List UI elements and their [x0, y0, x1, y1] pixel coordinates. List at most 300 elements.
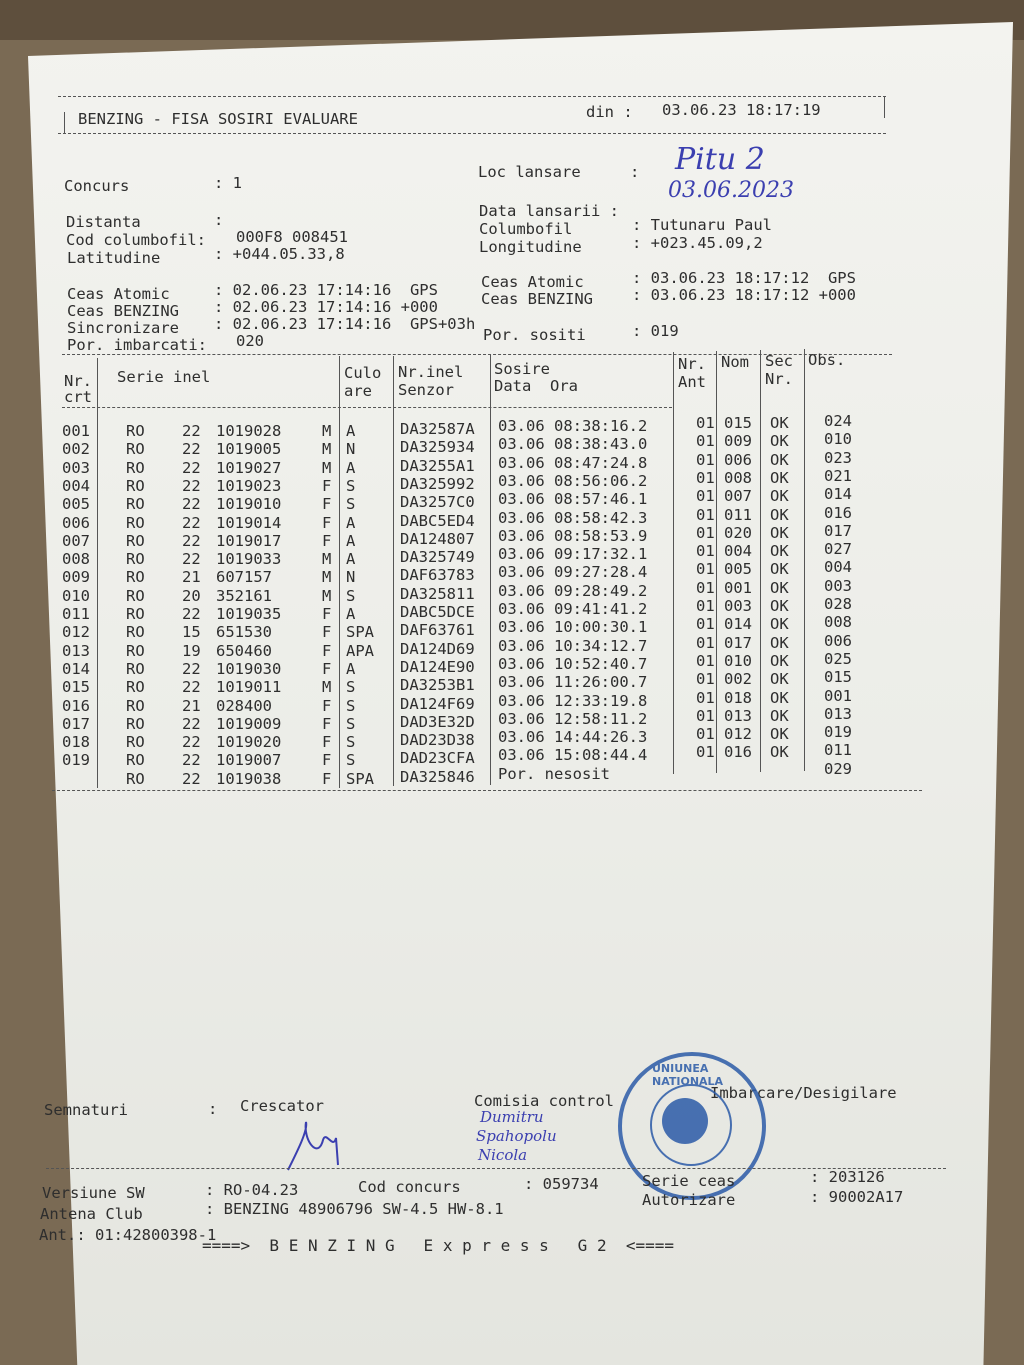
cell-sec: OK [770, 450, 789, 469]
cell-culoare: S [346, 696, 356, 715]
cell-inel: 1019033 [216, 550, 282, 569]
cell-obs: 003 [824, 576, 852, 595]
document-title: BENZING - FISA SOSIRI EVALUARE [78, 110, 358, 128]
cell-tara: RO [126, 678, 145, 697]
cell-nr: 012 [62, 623, 90, 642]
cell-nom: 005 [724, 560, 752, 579]
cell-nom: 002 [724, 670, 752, 689]
cell-nom: 016 [724, 743, 752, 762]
cell-nom: 007 [724, 487, 752, 506]
cell-nom: 012 [724, 725, 752, 744]
cell-inel: 1019011 [216, 678, 282, 697]
cell-ant: 01 [696, 560, 715, 579]
th-sosire-1: Sosire [494, 360, 550, 378]
loc-lansare-handwritten: Pitu 2 [675, 142, 765, 177]
cell-inel: 1019035 [216, 605, 282, 623]
cell-nr: 007 [62, 531, 90, 550]
cell-an: 19 [182, 641, 201, 660]
header-top-border [58, 96, 886, 97]
cell-sec: OK [770, 414, 789, 432]
cell-inel: 1019010 [216, 495, 282, 514]
cell-an: 22 [182, 476, 201, 495]
cell-inel: 650460 [216, 641, 272, 660]
cell-nom: 014 [724, 615, 752, 634]
columbofil-label: Columbofil [479, 220, 573, 238]
cell-sosire: 03.06 08:57:46.1 [498, 490, 648, 509]
cell-sosire: 03.06 08:38:16.2 [498, 417, 648, 435]
cell-senzor: DAF63783 [400, 566, 475, 585]
th-obs: Obs. [808, 351, 846, 369]
cell-sec: OK [770, 578, 789, 597]
cell-senzor: DA3257C0 [400, 493, 475, 512]
cell-inel: 1019017 [216, 531, 282, 550]
th-nr-inel-2: Senzor [398, 381, 454, 399]
cell-nom: 001 [724, 578, 752, 597]
cell-nom: 011 [724, 505, 752, 524]
cell-culoare: A [346, 422, 356, 440]
longitudine-label: Longitudine [479, 238, 582, 256]
cell-nr: 001 [62, 422, 90, 440]
cell-sosire: 03.06 12:58:11.2 [498, 709, 648, 728]
versiune-label: Versiune SW [42, 1184, 145, 1202]
cell-sex: F [322, 769, 332, 788]
sincronizare-value: : 02.06.23 17:14:16 GPS+03h [214, 315, 476, 333]
cell-ant: 01 [696, 505, 715, 524]
cell-tara: RO [126, 440, 145, 459]
semnaturi-colon: : [208, 1100, 218, 1118]
cell-ant: 01 [696, 487, 715, 506]
cell-senzor: DA124E90 [400, 657, 475, 676]
cell-senzor: DA325749 [400, 548, 475, 567]
cell-nr: 005 [62, 495, 90, 514]
cell-tara: RO [126, 422, 145, 440]
cell-ant: 01 [696, 450, 715, 469]
cell-sec: OK [770, 542, 789, 561]
benzing-banner: ====> B E N Z I N G E x p r e s s G 2 <==== [202, 1236, 675, 1255]
cell-sec: OK [770, 651, 789, 670]
cell-obs: 028 [824, 595, 852, 613]
cell-culoare: S [346, 586, 356, 605]
cell-culoare: SPA [346, 623, 374, 642]
cell-sosire: 03.06 12:33:19.8 [498, 691, 648, 710]
cell-sex: M [322, 422, 332, 440]
cell-culoare: A [346, 605, 356, 623]
cell-obs: 023 [824, 448, 852, 467]
cell-sec: OK [770, 597, 789, 615]
cell-sosire: 03.06 08:58:53.9 [498, 526, 648, 545]
cell-culoare: S [346, 476, 356, 495]
cell-inel: 1019007 [216, 751, 282, 770]
cell-an: 20 [182, 586, 201, 605]
cell-inel: 1019020 [216, 733, 282, 752]
cell-an: 22 [182, 495, 201, 514]
cell-sosire: 03.06 10:00:30.1 [498, 618, 648, 637]
cell-obs: 001 [824, 686, 852, 705]
cell-an: 22 [182, 531, 201, 550]
cell-ant: 01 [696, 414, 715, 432]
cell-sosire: 03.06 09:41:41.2 [498, 600, 648, 618]
cell-nom: 018 [724, 688, 752, 707]
cell-sosire: 03.06 09:28:49.2 [498, 581, 648, 600]
cell-inel: 1019014 [216, 513, 282, 532]
serie-ceas-label: Serie ceas [642, 1172, 736, 1190]
cell-culoare: A [346, 458, 356, 477]
cell-culoare: A [346, 513, 356, 532]
cell-culoare: S [346, 495, 356, 514]
data-lansarii-handwritten: 03.06.2023 [668, 178, 794, 203]
cell-nom: 013 [724, 706, 752, 725]
th-nom: Nom [721, 353, 749, 371]
cell-senzor: DA32587A [400, 420, 475, 438]
cell-sosire: 03.06 14:44:26.3 [498, 728, 648, 747]
cell-sec: OK [770, 706, 789, 725]
din-label: din : [586, 103, 633, 121]
cell-tara: RO [126, 751, 145, 770]
cell-sex: F [322, 641, 332, 660]
th-culoare-2: are [344, 382, 372, 400]
serie-ceas-value: : 203126 [810, 1168, 885, 1186]
cell-sosire: 03.06 11:26:00.7 [498, 673, 648, 692]
th-serie-inel: Serie inel [117, 368, 211, 386]
cell-sec: OK [770, 725, 789, 744]
cell-sec: OK [770, 670, 789, 689]
cell-ant: 01 [696, 651, 715, 670]
th-sec-2: Nr. [765, 370, 793, 388]
cell-sex: F [322, 531, 332, 550]
cell-sex: F [322, 733, 332, 752]
semnaturi-label: Semnaturi [44, 1101, 128, 1119]
cell-ant: 01 [696, 615, 715, 634]
versiune-value: : RO-04.23 [205, 1181, 299, 1199]
cell-sex: F [322, 623, 332, 642]
por-imbarcati-label: Por. imbarcati: [67, 336, 207, 354]
cell-nr: 010 [62, 586, 90, 605]
cell-obs: 021 [824, 466, 852, 485]
cell-sex: F [322, 476, 332, 495]
th-nr-crt-1: Nr. [64, 372, 92, 390]
cell-nr: 019 [62, 751, 90, 770]
cell-ant: 01 [696, 670, 715, 689]
cell-obs: 006 [824, 631, 852, 650]
cell-sex: F [322, 751, 332, 770]
table-row [60, 412, 920, 440]
cell-senzor: DA124D69 [400, 639, 475, 658]
cell-sex: F [322, 513, 332, 532]
cell-sosire: 03.06 08:58:42.3 [498, 508, 648, 527]
cell-senzor: DABC5ED4 [400, 511, 475, 530]
cell-sex: M [322, 678, 332, 697]
cell-tara: RO [126, 458, 145, 477]
cell-nom: 009 [724, 432, 752, 451]
cell-an: 22 [182, 733, 201, 752]
cell-culoare: A [346, 531, 356, 550]
cell-senzor: DA325846 [400, 767, 475, 786]
cell-nr: 013 [62, 641, 90, 660]
cell-inel: 1019023 [216, 476, 282, 495]
cell-obs: 013 [824, 704, 852, 723]
cell-obs: 011 [824, 741, 852, 760]
cell-tara: RO [126, 586, 145, 605]
header-right-bar [884, 96, 885, 118]
cell-culoare: SPA [346, 769, 374, 788]
cell-ant: 01 [696, 706, 715, 725]
cell-culoare: S [346, 751, 356, 770]
cell-senzor: DA3253B1 [400, 676, 475, 695]
cell-ant: 01 [696, 633, 715, 652]
cell-an: 22 [182, 550, 201, 569]
cell-nom: 008 [724, 468, 752, 487]
cell-inel: 651530 [216, 623, 272, 642]
cell-an: 22 [182, 422, 201, 440]
cell-sec: OK [770, 633, 789, 652]
th-nr-crt-2: crt [64, 388, 92, 406]
cell-culoare: N [346, 440, 356, 459]
cell-sosire: 03.06 08:56:06.2 [498, 471, 648, 490]
th-nr-ant-2: Ant [678, 373, 706, 391]
cell-senzor: DABC5DCE [400, 603, 475, 621]
cell-an: 22 [182, 714, 201, 733]
cell-nr: 002 [62, 440, 90, 459]
cell-tara: RO [126, 605, 145, 623]
th-nr-ant-1: Nr. [678, 355, 706, 373]
ceas-benzing2-value: : 03.06.23 18:17:12 +000 [632, 286, 856, 304]
cell-an: 22 [182, 513, 201, 532]
cell-sec: OK [770, 432, 789, 451]
comisia-label: Comisia control [474, 1092, 614, 1110]
cell-inel: 1019009 [216, 714, 282, 733]
longitudine-value: : +023.45.09,2 [632, 234, 763, 252]
header-left-bar [64, 112, 65, 134]
cell-senzor: DA325811 [400, 584, 475, 603]
cell-sec: OK [770, 505, 789, 524]
cod-concurs-value: : 059734 [524, 1175, 599, 1193]
cell-tara: RO [126, 733, 145, 752]
cell-sosire: 03.06 15:08:44.4 [498, 746, 648, 765]
cell-tara: RO [126, 659, 145, 678]
cell-sex: F [322, 495, 332, 514]
por-sositi-label: Por. sositi [483, 326, 586, 344]
th-culoare-1: Culo [344, 364, 382, 382]
cell-inel: 1019038 [216, 769, 282, 788]
cell-inel: 352161 [216, 586, 272, 605]
cell-nr: 009 [62, 568, 90, 587]
cell-culoare: APA [346, 641, 374, 660]
cell-nr: 018 [62, 733, 90, 752]
cell-inel: 028400 [216, 696, 272, 715]
cell-sec: OK [770, 523, 789, 542]
cell-nr: 003 [62, 458, 90, 477]
cell-sec: OK [770, 743, 789, 762]
por-imbarcati-value: 020 [236, 332, 264, 350]
imbarcare-label: Imbarcare/Desigilare [710, 1084, 897, 1102]
columbofil-value: : Tutunaru Paul [632, 216, 772, 234]
cell-nom: 015 [724, 414, 752, 432]
header-bottom-border [58, 133, 886, 134]
cell-sex: M [322, 550, 332, 569]
cell-culoare: N [346, 568, 356, 587]
ceas-atomic2-label: Ceas Atomic [481, 273, 584, 291]
cell-senzor: DA325934 [400, 438, 475, 457]
cell-nr: 011 [62, 605, 90, 623]
cell-culoare: S [346, 678, 356, 697]
latitudine-value: : +044.05.33,8 [214, 245, 345, 263]
loc-lansare-label: Loc lansare [478, 163, 581, 181]
cell-nr: 008 [62, 550, 90, 569]
loc-lansare-colon: : [630, 163, 640, 181]
ceas-atomic-value: : 02.06.23 17:14:16 GPS [214, 281, 438, 299]
cell-obs: 025 [824, 649, 852, 668]
cell-obs: 010 [824, 430, 852, 449]
crescator-label: Crescator [240, 1097, 324, 1115]
cell-obs: 008 [824, 613, 852, 632]
cell-sec: OK [770, 615, 789, 634]
stamp-text: UNIUNEA NATIONALA [652, 1062, 724, 1088]
cell-inel: 607157 [216, 568, 272, 587]
cell-senzor: DAD23D38 [400, 731, 475, 750]
cell-nom: 017 [724, 633, 752, 652]
cell-sex: F [322, 605, 332, 623]
th-nr-inel-1: Nr.inel [398, 363, 464, 381]
cell-obs: 014 [824, 485, 852, 504]
cell-sosire: 03.06 09:17:32.1 [498, 545, 648, 564]
cell-nr: 016 [62, 696, 90, 715]
crescator-signature [278, 1110, 358, 1180]
cell-senzor: DA3255A1 [400, 456, 475, 475]
cell-tara: RO [126, 696, 145, 715]
cell-tara: RO [126, 641, 145, 660]
antena-value: : BENZING 48906796 SW-4.5 HW-8.1 [205, 1200, 504, 1218]
comisia-signature-2: Spahopolu [476, 1127, 557, 1145]
concurs-value: : 1 [214, 174, 242, 192]
cell-an: 22 [182, 769, 201, 788]
autorizare-value: : 90002A17 [810, 1188, 904, 1206]
cell-culoare: S [346, 733, 356, 752]
ceas-atomic-label: Ceas Atomic [67, 285, 170, 303]
cell-tara: RO [126, 476, 145, 495]
cell-culoare: S [346, 714, 356, 733]
cell-sosire: Por. nesosit [498, 764, 610, 783]
cell-senzor: DA124F69 [400, 694, 475, 713]
cell-sec: OK [770, 560, 789, 579]
cell-sec: OK [770, 487, 789, 506]
cell-tara: RO [126, 550, 145, 569]
cell-nr: 015 [62, 678, 90, 697]
cell-tara: RO [126, 513, 145, 532]
sincronizare-label: Sincronizare [67, 319, 179, 337]
cell-inel: 1019030 [216, 659, 282, 678]
table-header-bottom-border [62, 407, 672, 408]
cell-ant: 01 [696, 578, 715, 597]
cell-an: 21 [182, 568, 201, 587]
cell-ant: 01 [696, 725, 715, 744]
comisia-signature-1: Dumitru [480, 1108, 544, 1126]
cell-nom: 006 [724, 450, 752, 469]
cell-an: 22 [182, 751, 201, 770]
distanta-label: Distanta [66, 213, 141, 231]
cell-sosire: 03.06 09:27:28.4 [498, 563, 648, 582]
stamp-logo-icon [662, 1098, 708, 1144]
cell-sex: F [322, 659, 332, 678]
cell-obs: 019 [824, 723, 852, 742]
cell-ant: 01 [696, 468, 715, 487]
cell-obs: 024 [824, 412, 852, 430]
cell-sec: OK [770, 688, 789, 707]
cell-senzor: DA325992 [400, 474, 475, 493]
cell-sex: M [322, 586, 332, 605]
concurs-label: Concurs [64, 177, 130, 195]
cell-obs: 017 [824, 521, 852, 540]
cell-nom: 010 [724, 651, 752, 670]
cell-senzor: DAD23CFA [400, 749, 475, 768]
cell-an: 22 [182, 659, 201, 678]
cell-nom: 004 [724, 542, 752, 561]
cell-inel: 1019005 [216, 440, 282, 459]
din-value: 03.06.23 18:17:19 [662, 101, 821, 119]
ceas-benzing2-label: Ceas BENZING [481, 290, 593, 308]
cell-an: 22 [182, 440, 201, 459]
cell-sec: OK [770, 468, 789, 487]
cell-obs: 016 [824, 503, 852, 522]
data-lansarii-label: Data lansarii : [479, 202, 619, 220]
cell-sosire: 03.06 10:52:40.7 [498, 654, 648, 673]
distanta-value: : [214, 211, 224, 229]
cell-tara: RO [126, 623, 145, 642]
cell-ant: 01 [696, 542, 715, 561]
cell-sosire: 03.06 08:38:43.0 [498, 435, 648, 454]
cell-ant: 01 [696, 688, 715, 707]
ceas-benzing-value: : 02.06.23 17:14:16 +000 [214, 298, 438, 316]
cell-sex: F [322, 696, 332, 715]
ceas-benzing-label: Ceas BENZING [67, 302, 179, 320]
cell-sosire: 03.06 10:34:12.7 [498, 636, 648, 655]
th-sosire-2: Data Ora [494, 377, 578, 395]
cell-an: 15 [182, 623, 201, 642]
ant-line: Ant.: 01:42800398-1 [39, 1226, 217, 1244]
cell-sex: M [322, 568, 332, 587]
cell-tara: RO [126, 568, 145, 587]
cell-sex: M [322, 440, 332, 459]
por-sositi-value: : 019 [632, 322, 679, 340]
cell-inel: 1019028 [216, 422, 282, 440]
cell-ant: 01 [696, 743, 715, 762]
cell-nr: 004 [62, 476, 90, 495]
cell-an: 21 [182, 696, 201, 715]
cell-obs: 029 [824, 759, 852, 778]
comisia-signature-3: Nicola [478, 1146, 528, 1164]
antena-label: Antena Club [40, 1205, 143, 1223]
cell-an: 22 [182, 458, 201, 477]
cell-nom: 020 [724, 523, 752, 542]
cod-columbofil-value: 000F8 008451 [236, 228, 348, 246]
cell-sosire: 03.06 08:47:24.8 [498, 453, 648, 472]
cell-tara: RO [126, 531, 145, 550]
cell-ant: 01 [696, 432, 715, 451]
cod-concurs-label: Cod concurs [358, 1178, 461, 1196]
cell-sex: M [322, 458, 332, 477]
cell-obs: 027 [824, 540, 852, 559]
cell-nr: 014 [62, 659, 90, 678]
table-bottom-border [52, 790, 922, 791]
cell-ant: 01 [696, 523, 715, 542]
cell-tara: RO [126, 495, 145, 514]
cell-senzor: DAF63761 [400, 621, 475, 640]
cell-culoare: A [346, 659, 356, 678]
latitudine-label: Latitudine [67, 249, 161, 267]
cell-culoare: A [346, 550, 356, 569]
cell-nom: 003 [724, 597, 752, 615]
cell-an: 22 [182, 605, 201, 623]
cell-senzor: DA124807 [400, 529, 475, 548]
